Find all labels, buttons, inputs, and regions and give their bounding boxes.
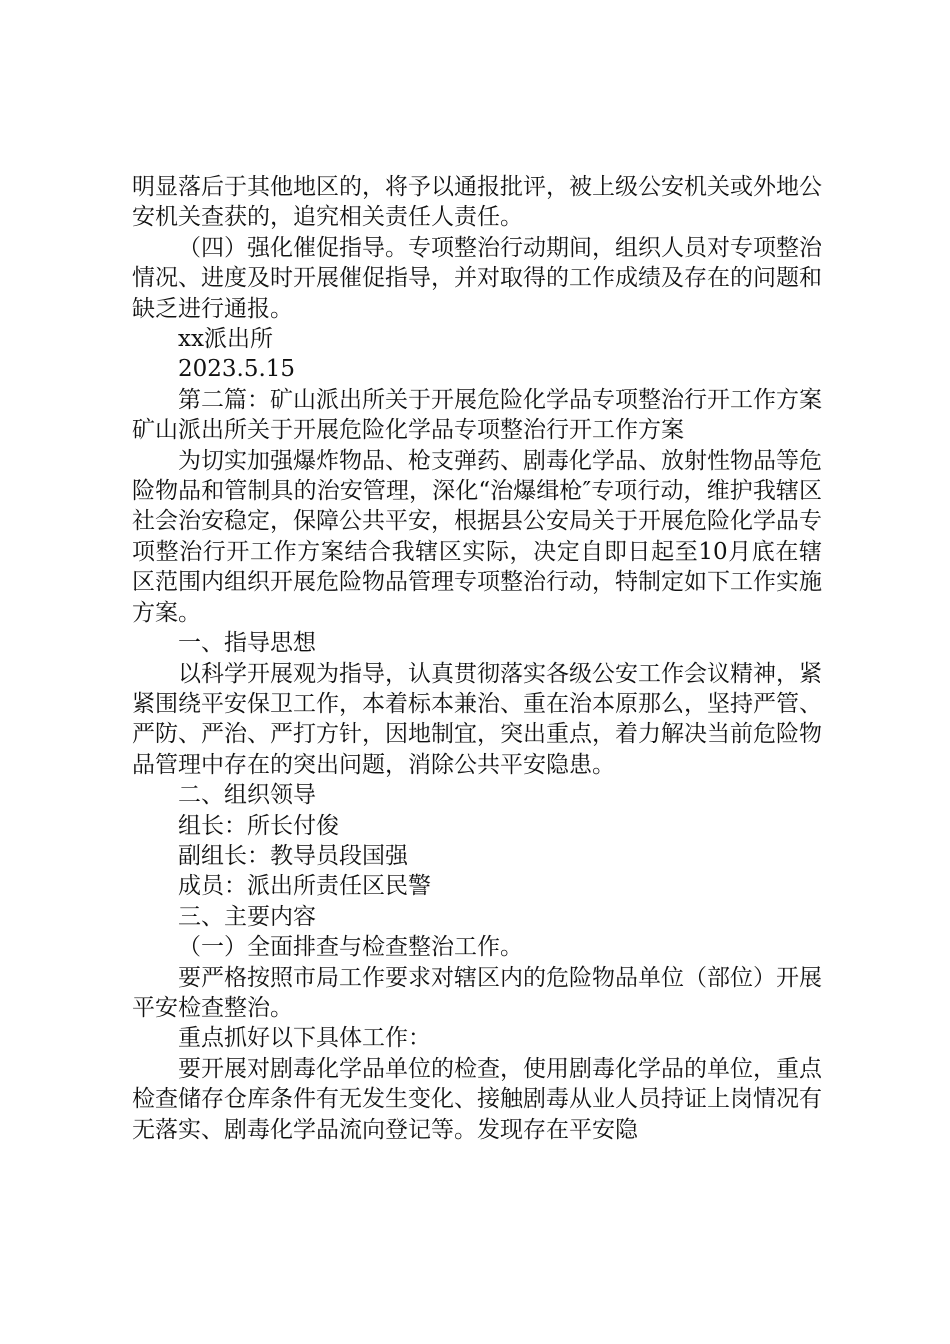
line-deputy-leader: 副组长：教导员段国强: [178, 842, 408, 869]
heading-organization: 二、组织领导: [178, 782, 316, 809]
paragraph-guiding-thought: 以科学开展观为指导，认真贯彻落实各级公安工作会议精神，紧紧围绕平安保卫工作，本着标本兼治、重在治本原那么，坚持严管、严防、严治、严打方针，因地制宜，突出重点，着力解决当前危险物品管理中存在的突出问题，消除公共平安隐患。: [132, 660, 822, 778]
signature-date: 2023.5.15: [178, 356, 296, 383]
paragraph-inspection: 要严格按照市局工作要求对辖区内的危险物品单位（部位）开展平安检查整治。: [132, 964, 822, 1021]
document-body: [132, 172, 822, 1145]
signature-unit: xx派出所: [178, 326, 273, 353]
heading-guiding-thought: 一、指导思想: [178, 630, 316, 657]
line-members: 成员：派出所责任区民警: [178, 873, 431, 900]
line-team-leader: 组长：所长付俊: [178, 812, 339, 839]
paragraph-toxic-chemicals: 要开展对剧毒化学品单位的检查，使用剧毒化学品的单位，重点检查储存仓库条件有无发生变化、接触剧毒从业人员持证上岗情况有无落实、剧毒化学品流向登记等。发现存在平安隐: [132, 1055, 822, 1143]
heading-main-content: 三、主要内容: [178, 903, 316, 930]
paragraph-continuation: 明显落后于其他地区的，将予以通报批评，被上级公安机关或外地公安机关查获的，追究相关责任人责任。: [132, 174, 822, 231]
paragraph-supervision: （四）强化催促指导。专项整治行动期间，组织人员对专项整治情况、进度及时开展催促指导，并对取得的工作成绩及存在的问题和缺乏进行通报。: [132, 234, 822, 322]
paragraph-intro: 为切实加强爆炸物品、枪支弹药、剧毒化学品、放射性物品等危险物品和管制具的治安管理，深化“治爆缉枪″专项行动，维护我辖区社会治安稳定，保障公共平安，根据县公安局关于开展危险化学品专项整治行开工作方案结合我辖区实际，决定自即日起至10月底在辖区范围内组织开展危险物品管理专项整治行动，特制定如下工作实施方案。: [132, 447, 822, 626]
section-title-part-two: 第二篇：矿山派出所关于开展危险化学品专项整治行开工作方案矿山派出所关于开展危险化学品专项整治行开工作方案: [132, 386, 822, 444]
line-key-tasks: 重点抓好以下具体工作：: [178, 1025, 431, 1052]
subheading-inspection: （一）全面排查与检查整治工作。: [178, 934, 523, 961]
